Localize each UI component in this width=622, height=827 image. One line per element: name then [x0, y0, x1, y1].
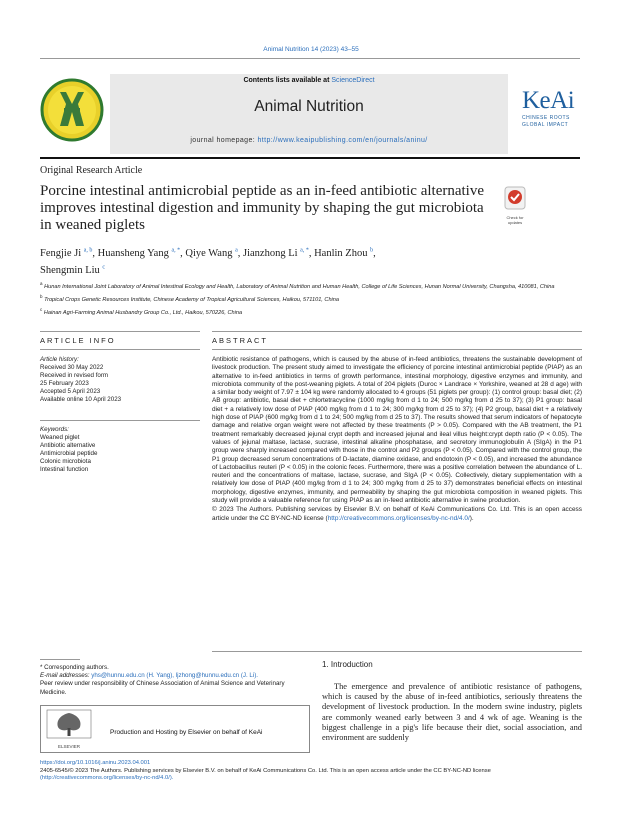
page-footer: [40, 760, 580, 783]
affiliation: $^a$ Hunan International Joint Laboratory of Animal Intestinal Ecology and Health, Laboratory of Animal Nutrition and Human Health, College of Life Sciences, Hunan Normal University, Changsha, 410081, China: [40, 281, 555, 290]
abstract-body: [212, 356, 582, 523]
author[interactable]: Shengmin Liu $^c$: [40, 264, 106, 276]
abstract-rule-top: [212, 331, 582, 332]
keyword: Colonic microbiota: [40, 458, 91, 465]
footnote-rule: [40, 659, 80, 660]
keywords-rule: [40, 420, 200, 421]
keyword: Weaned piglet: [40, 434, 80, 441]
keai-tagline-1: CHINESE ROOTS: [522, 115, 570, 121]
elsevier-logo: [46, 709, 92, 749]
article-type: Original Research Article: [40, 165, 143, 176]
history-label: Article history:: [40, 356, 79, 363]
abstract-copyright: © 2023 The Authors. Publishing services by Elsevier B.V. on behalf of KeAi Communications Co. Ltd. This is an open access article under the CC BY-NC-ND license (http://creativecommons.org/licenses/by-nc-nd/4.0/).: [212, 506, 582, 522]
affiliation: $^c$ Hainan Agri-Farming Animal Husbandry Group Co., Ltd., Haikou, 570226, China: [40, 306, 243, 316]
keyword: Intestinal function: [40, 466, 89, 473]
abstract-text: Antibiotic resistance of pathogens, which is caused by the abuse of in-feed antibiotics, threatens the sustainable development of livestock production. The present study aimed to investigate the efficiency of porcine intestinal antimicrobial peptide (PIAP) as an alternative to in-feed antibiotics in terms of growth performance, intestinal morphology, digestive enzymes and immunity, and microbiota community of the post-weaning piglets. A total of 204 piglets (Duroc × Landrace × Yorkshire, weaned at 28 d age) with a similar body weight of 7.97 ± 104 kg were randomly allocated to 4 groups (51 piglets per group): (1) control group: basal diet; (2) AB group: antibiotic, basal diet + chlortetracycline (1000 mg/kg from d 1 to 24; 500 mg/kg from d 25 to 37); (3) P1 group: basal diet + a relatively low dose of PIAP (400 mg/kg from d 1 to 24; 300 mg/kg from d 25 to 37); (4) P2 group, basal diet + a relatively high dose of PIAP (600 mg/kg from d 1 to 24; 500 mg/kg from d 25 to 37). The results showed that serum indicators of hepatocyte damage and relative organ weight were not affected by these treatments (P > 0.05). Compared with the AB treatment, the P1 treatment remarkably decreased jejunal crypt depth and increased jejunal and ileal villus height:crypt depth ratio (P < 0.05). The values of jejunal maltase, lactase, sucrase, intestinal alkaline phosphatase, and secretory immunoglobulin A (SIgA) in the P1 group were sharply increased compared with those in the control and P2 groups (P < 0.05). Compared with the control group, the P1 group decreased serum concentrations of D-lactate, diamine oxidase, and endotoxin (P < 0.05), and increased the abundance of Lactobacillus reuteri (P < 0.05) in the colonic feces. Furthermore, there was a positive correlation between the abundance of L. reuteri and the concentrations of maltase, lactase, sucrase, and SIgA (P < 0.05). Collectively, dietary supplementation with a relatively low dose of PIAP (400 mg/kg from d 1 to 24; 300 mg/kg from d 25 to 37) demonstrates beneficial effects on intestinal morphology, digestive enzymes, immunity, and permeability by shaping the gut microbiota composition in weaned piglets. This study will provide a valuable reference for using PIAP as an in-feed antibiotic alternative in swine production.: [212, 356, 582, 505]
journal-reference[interactable]: Animal Nutrition 14 (2023) 43–55: [263, 46, 359, 53]
keyword: Antibiotic alternative: [40, 442, 96, 449]
publisher-text: Production and Hosting by Elsevier on behalf of KeAi: [110, 729, 263, 736]
doi-link[interactable]: https://doi.org/10.1016/j.aninu.2023.04.001: [40, 760, 151, 766]
keyword: Antimicrobial peptide: [40, 450, 98, 457]
top-divider: [40, 58, 580, 59]
email-note: E-mail addresses: yhs@hunnu.edu.cn (H. Yang), ljzhong@hunnu.edu.cn (J. Li).: [40, 672, 259, 680]
footer-copyright: 2405-6545/© 2023 The Authors. Publishing services by Elsevier B.V. on behalf of KeAi Communications Co. Ltd. This is an open access article under the CC BY-NC-ND license: [40, 767, 491, 774]
elsevier-tree-icon: [46, 709, 92, 739]
license-link[interactable]: http://creativecommons.org/licenses/by-nc-nd/4.0/: [327, 514, 470, 522]
author[interactable]: Fengjie Ji $^{a, b}$,: [40, 247, 98, 259]
history-item: Accepted 5 April 2023: [40, 388, 101, 395]
author-list: [40, 243, 540, 278]
elsevier-label: ELSEVIER: [57, 744, 80, 749]
journal-logo: [40, 78, 104, 142]
article-history: [40, 356, 200, 404]
article-info-heading: ARTICLE INFO: [40, 336, 116, 345]
introduction-text: The emergence and prevalence of antibiotic resistance of pathogens, which is caused by the abuse of in-feed antibiotics, seriously threatens the development of livestock production. In the modern swine industry, piglets are commonly weaned early between 3 and 4 wk of age. Weaning is the biggest challenge in a pig's life because their diet, social association, and environment are suddenly: [322, 682, 582, 743]
history-item: Received 30 May 2022: [40, 364, 104, 371]
corresponding-note: * Corresponding authors.: [40, 664, 109, 671]
affiliation: $^b$ Tropical Crops Genetic Resources Institute, Chinese Academy of Tropical Agricultural Sciences, Haikou, 571101, China: [40, 293, 340, 303]
check-for-updates-badge[interactable]: [500, 186, 530, 225]
keai-wordmark: KeAi: [522, 87, 575, 114]
footnotes: [40, 664, 310, 697]
affiliations: [40, 279, 560, 318]
keywords: [40, 426, 200, 474]
history-item: 25 February 2023: [40, 380, 89, 387]
homepage-label: journal homepage:: [190, 137, 258, 144]
check-updates-icon: [500, 186, 530, 210]
article-info-rule: [40, 349, 200, 350]
peer-review-note: Peer review under responsibility of Chinese Association of Animal Science and Veterinary Medicine.: [40, 680, 285, 696]
keywords-label: Keywords:: [40, 426, 69, 433]
email-links[interactable]: yhs@hunnu.edu.cn (H. Yang), ljzhong@hunnu.edu.cn (J. Li).: [91, 672, 259, 680]
footer-license-link[interactable]: (http://creativecommons.org/licenses/by-nc-nd/4.0/).: [40, 775, 174, 781]
author[interactable]: Huansheng Yang $^{a, *}$,: [97, 247, 186, 259]
abstract-heading: ABSTRACT: [212, 336, 269, 345]
history-item: Received in revised form: [40, 372, 109, 379]
author[interactable]: Qiye Wang $^a$,: [185, 247, 244, 259]
homepage-link[interactable]: http://www.keaipublishing.com/en/journals/aninu/: [257, 137, 428, 144]
sciencedirect-link[interactable]: ScienceDirect: [331, 77, 375, 84]
article-title: Porcine intestinal antimicrobial peptide as an in-feed antibiotic alternative improves intestinal digestion and immunity by shaping the gut microbiota in weaned piglets: [40, 183, 485, 233]
keai-tagline-2: GLOBAL IMPACT: [522, 121, 569, 128]
check-updates-text: Check for updates: [506, 215, 524, 225]
author[interactable]: Hanlin Zhou $^b$,: [314, 247, 376, 259]
introduction-heading: 1. Introduction: [322, 660, 373, 669]
article-info-rule-top: [40, 331, 200, 332]
author[interactable]: Jianzhong Li $^{a, *}$,: [243, 247, 315, 259]
contents-line: [110, 77, 508, 84]
keai-logo: [522, 88, 586, 128]
history-item: Available online 10 April 2023: [40, 396, 122, 403]
contents-prefix: Contents lists available at: [243, 77, 332, 84]
abstract-bottom-rule: [212, 651, 582, 652]
abstract-rule: [212, 349, 582, 350]
journal-homepage: [110, 137, 508, 144]
header-divider: [40, 157, 580, 159]
journal-title: Animal Nutrition: [254, 98, 364, 115]
